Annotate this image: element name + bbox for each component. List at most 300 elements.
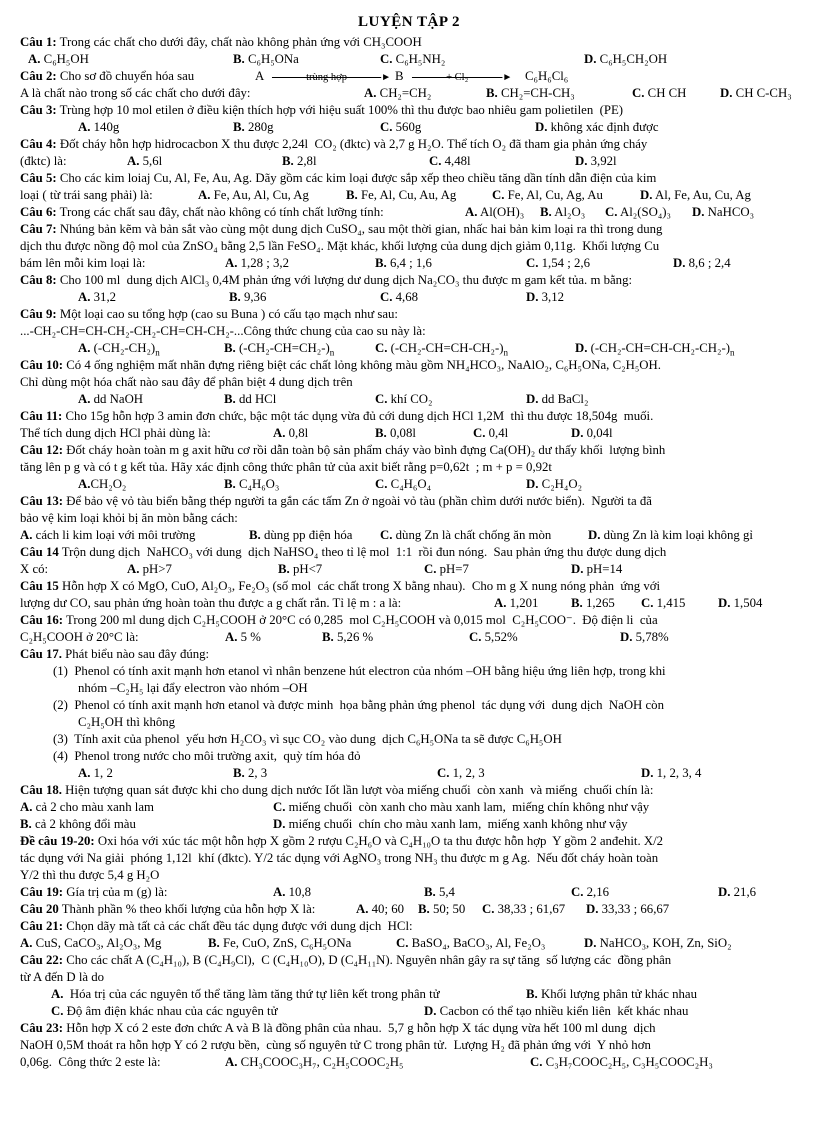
question-3 [20, 102, 798, 136]
bold-text: Câu 7: [20, 222, 57, 236]
text: Fe, Al, Cu, Au, Ag [357, 188, 457, 202]
bold-text: C. [526, 256, 539, 270]
text: Độ âm điện khác nhau của các nguyên tử [63, 1004, 278, 1018]
text-line [20, 969, 798, 986]
text-line [20, 221, 798, 238]
answer-option [273, 884, 311, 901]
text-line [20, 306, 798, 323]
text: cách li kim loại với môi trường [32, 528, 196, 542]
text: CH C-CH₃ [732, 86, 792, 100]
text: 1, 2, 3 [449, 766, 485, 780]
bold-text: Câu 13: [20, 494, 64, 508]
bold-text: D. [575, 154, 588, 168]
answer-option [229, 289, 266, 306]
text: cả 2 cho màu xanh lam [32, 800, 154, 814]
text: loại ( từ trái sang phải) là: [20, 188, 153, 202]
bold-text: B. [233, 766, 245, 780]
text-line [20, 170, 798, 187]
bold-text: C. [571, 885, 584, 899]
text: C₄H₆O₃ [235, 477, 280, 491]
answer-option [20, 884, 167, 901]
text-line [20, 510, 798, 527]
bold-text: B. [208, 936, 220, 950]
bold-text: A. [225, 1055, 238, 1069]
text: 21,6 [730, 885, 757, 899]
answer-option [575, 153, 617, 170]
bold-text: Câu 19: [20, 885, 64, 899]
question-6 [20, 204, 798, 221]
answer-option [718, 595, 762, 612]
text: (4) Phenol trong nước cho môi trường axit, quỳ tím hóa đỏ [53, 749, 361, 763]
text: Thể tích dung dịch HCl phải dùng là: [20, 426, 211, 440]
text: Al₂(SO₄)₃ [617, 205, 672, 219]
text: pH>7 [139, 562, 172, 576]
text: B [395, 69, 404, 83]
text: 5,78% [632, 630, 669, 644]
text: pH=7 [436, 562, 469, 576]
bold-text: C. [473, 426, 486, 440]
bold-text: C. [380, 52, 393, 66]
answer-option [20, 816, 136, 833]
bold-text: Câu 18. [20, 783, 62, 797]
bold-text: C. [641, 596, 654, 610]
text: Al, Fe, Au, Cu, Ag [652, 188, 751, 202]
answer-option [20, 935, 161, 952]
text: n [729, 347, 735, 358]
bold-text: B. [229, 290, 241, 304]
text: CH CH [644, 86, 687, 100]
text: 5,52% [481, 630, 518, 644]
text: 1, 2, 3, 4 [653, 766, 702, 780]
answer-option [225, 255, 289, 272]
answer-option [51, 1003, 278, 1020]
text: 1,54 ; 2,6 [538, 256, 590, 270]
text: 4,68 [392, 290, 419, 304]
text-line [20, 493, 798, 510]
bold-text: Câu 21: [20, 919, 64, 933]
text: Đốt cháy hoàn toàn m g axit hữu cơ rồi dẫn toàn bộ sản phẩm cháy vào bình đựng Ca(OH)₂ dư thấy khối lượng bình [63, 443, 666, 457]
option-row [20, 187, 798, 204]
bold-text: B. [20, 817, 32, 831]
text: Fe, Al, Cu, Ag, Au [504, 188, 603, 202]
bold-text: C. [375, 341, 388, 355]
answer-option [78, 476, 126, 493]
text: 0,8l [285, 426, 309, 440]
answer-option [282, 153, 317, 170]
text: Trong các chất cho dưới đây, chất nào không phản ứng với CH₃COOH [56, 35, 422, 49]
bold-text: C. [492, 188, 505, 202]
bold-text: A. [28, 52, 41, 66]
bold-text: Câu 4: [20, 137, 57, 151]
text: n [503, 347, 508, 358]
bold-text: A. [20, 936, 33, 950]
question-14 [20, 544, 798, 578]
answer-option [605, 204, 671, 221]
bold-text: D. [535, 120, 548, 134]
option-row [20, 425, 798, 442]
bold-text: Câu 14 [20, 545, 59, 559]
bold-text: A. [127, 562, 140, 576]
text: Để bảo vệ vỏ tàu biển bằng thép người ta gắn các tấm Zn ở ngoài vỏ tàu (phần chìm dưới nước biển). Người ta đã [63, 494, 652, 508]
answer-option [571, 595, 615, 612]
bold-text: C. [429, 154, 442, 168]
text: Nhúng bản kẽm và bản sắt vào cùng một dung dịch CuSO₄, sau một thời gian, nhấc hai bản kim loại ra thì trong dung [56, 222, 663, 236]
answer-option [28, 51, 89, 68]
option-row [20, 561, 798, 578]
text: 5,26 % [333, 630, 374, 644]
answer-option [494, 595, 538, 612]
text: 8,6 ; 2,4 [685, 256, 731, 270]
text: bảo vệ kim loại khỏi bị ăn mòn bằng cách: [20, 511, 238, 525]
bold-text: A. [78, 477, 91, 491]
bold-text: Câu 3: [20, 103, 57, 117]
text: X có: [20, 562, 49, 576]
text: Hỗn hợp X có MgO, CuO, Al₂O₃, Fe₂O₃ (số mol các chất trong X bằng nhau). Cho m g X nung nóng phản ứng với [58, 579, 661, 593]
text: dd BaCl₂ [538, 392, 589, 406]
text: tác dụng với Na giải phóng 1,12l khí (đktc). Y/2 tác dụng với AgNO₃ trong NH₃ thu được m g Ag. Nếu đốt cháy hoàn toàn [20, 851, 659, 865]
bold-text: C. [273, 800, 286, 814]
option-row [20, 765, 798, 782]
option-row [20, 799, 798, 816]
text-line [20, 357, 798, 374]
answer-option [418, 901, 465, 918]
bold-text: A. [198, 188, 211, 202]
bold-text: Câu 5: [20, 171, 57, 185]
answer-option [571, 425, 613, 442]
answer-option [375, 391, 432, 408]
row-cell [20, 425, 211, 442]
answer-option [586, 901, 669, 918]
text: 0,4l [485, 426, 509, 440]
option-row [20, 289, 798, 306]
question-7 [20, 221, 798, 272]
text-line [20, 1020, 798, 1037]
answer-option [78, 391, 143, 408]
text: tăng lên p g và có t g kết tủa. Hãy xác định công thức phân tử của axit biết rằng p=0,62t ; m + p = 0,92t [20, 460, 552, 474]
answer-option [588, 527, 753, 544]
answer-option [127, 561, 172, 578]
bold-text: A. [225, 630, 238, 644]
text: C₆H₅OH [40, 52, 89, 66]
bold-text: A. [465, 205, 478, 219]
bold-text: C. [380, 120, 393, 134]
text: A là chất nào trong số các chất cho dưới đây: [20, 86, 251, 100]
text-line [20, 408, 798, 425]
bold-text: C. [469, 630, 482, 644]
question-12 [20, 442, 798, 493]
bold-text: A. [127, 154, 140, 168]
bold-text: D. [584, 52, 597, 66]
row-cell [20, 629, 139, 646]
text: (3) Tính axit của phenol yếu hơn H₂CO₃ vì sục CO₂ vào dung dịch C₆H₅ONa ta sẽ được C₆H₅OH [53, 732, 562, 746]
bold-text: B. [233, 52, 245, 66]
bold-text: D. [720, 86, 733, 100]
bold-text: B. [249, 528, 261, 542]
text: A [255, 69, 265, 83]
text: C₆H₅NH₂ [392, 52, 446, 66]
answer-option [540, 204, 585, 221]
text: CH₂=CH₂ [376, 86, 432, 100]
text: bám lên mỗi kim loại là: [20, 256, 146, 270]
bold-text: B. [233, 120, 245, 134]
text: BaSO₄, BaCO₃, Al, Fe₂O₃ [408, 936, 546, 950]
text: miếng chuối chín cho màu xanh lam, miếng xanh không như vậy [285, 817, 628, 831]
row-cell [255, 68, 264, 85]
text: (-CH₂-CH₂) [90, 341, 156, 355]
answer-option [375, 255, 432, 272]
bold-text: B. [224, 392, 236, 406]
text: 1,265 [582, 596, 615, 610]
bold-text: Câu 1: [20, 35, 57, 49]
text: (2) Phenol có tính axit mạnh hơn etanol và được minh họa bằng phản ứng phenol tác dụng với dung dịch NaOH còn [53, 698, 664, 712]
question-10 [20, 357, 798, 408]
text: n [155, 347, 160, 358]
text: Y/2 thì thu được 5,4 g H₂O [20, 868, 160, 882]
text: C₂H₅OH thì không [78, 715, 176, 729]
text: (-CH₂-CH=CH-CH₂-CH₂-) [587, 341, 730, 355]
question-22 [20, 952, 798, 1020]
text: (-CH₂-CH=CH-CH₂-) [387, 341, 504, 355]
text: 40; 60 [368, 902, 405, 916]
option-row [20, 884, 798, 901]
bold-text: A. [273, 885, 286, 899]
text: 3,12 [538, 290, 565, 304]
option-row [20, 476, 798, 493]
text: NaHCO₃ [704, 205, 755, 219]
text: 5,6l [139, 154, 163, 168]
bold-text: D. [584, 936, 597, 950]
text: 0,08l [386, 426, 416, 440]
text: 1,504 [730, 596, 763, 610]
option-row [20, 153, 798, 170]
answer-option [530, 1054, 713, 1071]
answer-option [469, 629, 518, 646]
answer-option [473, 425, 508, 442]
row-cell [20, 561, 48, 578]
bold-text: A. [78, 766, 91, 780]
text: Fe, CuO, ZnS, C₆H₅ONa [219, 936, 352, 950]
answer-option [273, 799, 649, 816]
title [20, 14, 798, 31]
answer-option [465, 204, 524, 221]
question-1 [20, 34, 798, 68]
text: Trong 200 ml dung dịch C₂H₅COOH ở 20°C có 0,285 mol C₂H₅COOH và 0,015 mol C₂H₅COO⁻. Độ điện li của [63, 613, 658, 627]
question-16 [20, 612, 798, 646]
bold-text: C. [375, 392, 388, 406]
answer-option [641, 765, 701, 782]
text: 0,06g. Công thức 2 este là: [20, 1055, 161, 1069]
page-title [20, 14, 798, 31]
bold-text: Câu 10: [20, 358, 64, 372]
bold-text: A. [494, 596, 507, 610]
text: dùng Zn là chất chống ăn mòn [392, 528, 552, 542]
arrow-head-icon: ► [381, 72, 391, 83]
question-17 [20, 646, 798, 782]
text: CH₂=CH-CH₃ [497, 86, 575, 100]
answer-option [375, 425, 416, 442]
bold-text: A. [364, 86, 377, 100]
bold-text: Câu 16: [20, 613, 64, 627]
text-line [20, 663, 798, 680]
answer-option [380, 289, 418, 306]
text: Chỉ dùng một hóa chất nào sau đây để phân biệt 4 dung dịch trên [20, 375, 353, 389]
bold-text: Câu 9: [20, 307, 57, 321]
text: 2,16 [583, 885, 610, 899]
bold-text: Câu 15 [20, 579, 59, 593]
answer-option [198, 187, 309, 204]
text: 1,28 ; 3,2 [237, 256, 289, 270]
option-row [20, 255, 798, 272]
text: Phát biểu nào sau đây đúng: [61, 647, 210, 661]
text: Al(OH)₃ [477, 205, 525, 219]
answer-option [380, 527, 551, 544]
question-11 [20, 408, 798, 442]
text: Trùng hợp 10 mol etilen ở điều kiện thích hợp với hiệu suất 100% thì thu được bao nhiêu gam polietilen (PE) [56, 103, 624, 117]
text-line [20, 646, 798, 663]
text: Cho các chất A (C₄H₁₀), B (C₄H₉Cl), C (C₄H₁₀O), D (C₄H₁₁N). Nguyên nhân gây ra sự tăng số lượng các đồng phân [63, 953, 672, 967]
bold-text: Câu 12: [20, 443, 64, 457]
text: từ A đến D là do [20, 970, 105, 984]
text: 560g [392, 120, 422, 134]
bold-text: B. [571, 596, 583, 610]
text-line [20, 544, 798, 561]
answer-option [78, 119, 119, 136]
text-line [20, 323, 798, 340]
row-cell [20, 255, 145, 272]
answer-option [233, 119, 274, 136]
text: 9,36 [240, 290, 267, 304]
text: Cho 100 ml dung dịch AlCl₃ 0,4M phản ứng với lượng dư dung dịch Na₂CO₃ thu được m gam kết tủa. m bằng: [56, 273, 633, 287]
text: miếng chuối còn xanh cho màu xanh lam, miếng chín không như vậy [285, 800, 650, 814]
bold-text: Câu 22: [20, 953, 64, 967]
bold-text: D. [526, 477, 539, 491]
bold-text: Câu 2: [20, 69, 57, 83]
bold-text: A. [225, 256, 238, 270]
text-line [20, 34, 798, 51]
text: C₆H₅CH₂OH [596, 52, 668, 66]
row-cell [20, 85, 250, 102]
answer-option [273, 816, 628, 833]
bold-text: B. [224, 341, 236, 355]
answer-option [526, 255, 590, 272]
text: Cho sơ đồ chuyển hóa sau [56, 69, 195, 83]
text-line [20, 952, 798, 969]
text: (đktc) là: [20, 154, 67, 168]
option-row [20, 1003, 798, 1020]
reaction-arrow-label: ——— + Cl₂ ——— [412, 72, 503, 83]
text: Hỗn hợp X có 2 este đơn chức A và B là đồng phân của nhau. 5,7 g hỗn hợp X tác dụng vừa hết 100 ml dung dịch [63, 1021, 656, 1035]
text: 3,92l [587, 154, 617, 168]
text: C₃H₇COOC₂H₅, C₃H₅COOC₂H₃ [542, 1055, 713, 1069]
text-line [20, 731, 798, 748]
answer-option [424, 884, 455, 901]
bold-text: C. [632, 86, 645, 100]
question-2 [20, 68, 798, 102]
bold-text: D. [273, 817, 286, 831]
text: 50; 50 [429, 902, 466, 916]
bold-text: C. [530, 1055, 543, 1069]
text: 280g [244, 120, 274, 134]
bold-text: D. [526, 290, 539, 304]
text: cả 2 không đổi màu [31, 817, 136, 831]
bold-text: C. [380, 528, 393, 542]
text: Chọn dãy mà tất cả các chất đều tác dụng được với dung dịch HCl: [63, 919, 413, 933]
bold-text: D. [586, 902, 599, 916]
text-line [20, 374, 798, 391]
answer-option [584, 935, 732, 952]
answer-option [249, 527, 352, 544]
bold-text: B. [526, 987, 538, 1001]
text: Thành phần % theo khối lượng của hỗn hợp X là: [58, 902, 316, 916]
option-row [20, 595, 798, 612]
text: lượng dư CO, sau phản ứng hoàn toàn thu được a g chất rắn. Tỉ lệ m : a là: [20, 596, 402, 610]
text: 2, 3 [244, 766, 268, 780]
text: 31,2 [90, 290, 117, 304]
answer-option [535, 119, 659, 136]
text: Có 4 ống nghiệm mất nhãn đựng riêng biệt các chất lỏng không màu gồm NH₄HCO₃, NaAlO₂, C₆H₅ONa, C₂H₅OH. [63, 358, 661, 372]
bold-text: D. [424, 1004, 437, 1018]
option-row [20, 816, 798, 833]
bold-text: B. [375, 426, 387, 440]
answer-option [78, 289, 116, 306]
bold-text: Câu 8: [20, 273, 57, 287]
answer-option [225, 1054, 403, 1071]
text: Hóa trị của các nguyên tố thể tăng làm tăng thứ tự liên kết trong phân tử [63, 987, 440, 1001]
text: 2,8l [293, 154, 317, 168]
text: Fe, Au, Al, Cu, Ag [210, 188, 309, 202]
answer-option [526, 391, 588, 408]
answer-option [632, 85, 686, 102]
answer-option [375, 476, 431, 493]
text-line [20, 833, 798, 850]
bold-text: Đề câu 19-20: [20, 834, 95, 848]
bold-text: LUYỆN TẬP 2 [358, 14, 460, 30]
bold-text: B. [418, 902, 430, 916]
option-row [20, 986, 798, 1003]
question-4 [20, 136, 798, 170]
answer-option [437, 765, 485, 782]
question-5 [20, 170, 798, 204]
bold-text: D. [692, 205, 705, 219]
answer-option [486, 85, 575, 102]
answer-option [20, 527, 195, 544]
bold-text: C. [437, 766, 450, 780]
text: Đốt cháy hỗn hợp hidrocacbon X thu được 2,24l CO₂ (đktc) và 2,7 g H₂O. Thể tích O₂ đã tham gia phản ứng cháy [56, 137, 648, 151]
text: Oxi hóa với xúc tác một hỗn hợp X gồm 2 rượu C₂H₆O và C₄H₁₀O ta thu được hỗn hợp Y gồm 2 anđehit. X/2 [94, 834, 664, 848]
row-cell [525, 68, 568, 85]
answer-option [424, 1003, 688, 1020]
answer-option [492, 187, 603, 204]
answer-option [278, 561, 322, 578]
bold-text: D. [718, 596, 731, 610]
text: pH<7 [289, 562, 323, 576]
answer-option [584, 51, 667, 68]
answer-option [396, 935, 545, 952]
answer-option [571, 884, 609, 901]
answer-option [364, 85, 431, 102]
text-line [20, 272, 798, 289]
text: 1,415 [653, 596, 686, 610]
bold-text: A. [78, 341, 91, 355]
text: 10,8 [285, 885, 312, 899]
text: C₆H₅ONa [244, 52, 299, 66]
answer-option [526, 289, 564, 306]
answer-option [720, 85, 792, 102]
text-line [20, 102, 798, 119]
bold-text: D. [571, 426, 584, 440]
bold-text: B. [424, 885, 436, 899]
text-line [20, 442, 798, 459]
